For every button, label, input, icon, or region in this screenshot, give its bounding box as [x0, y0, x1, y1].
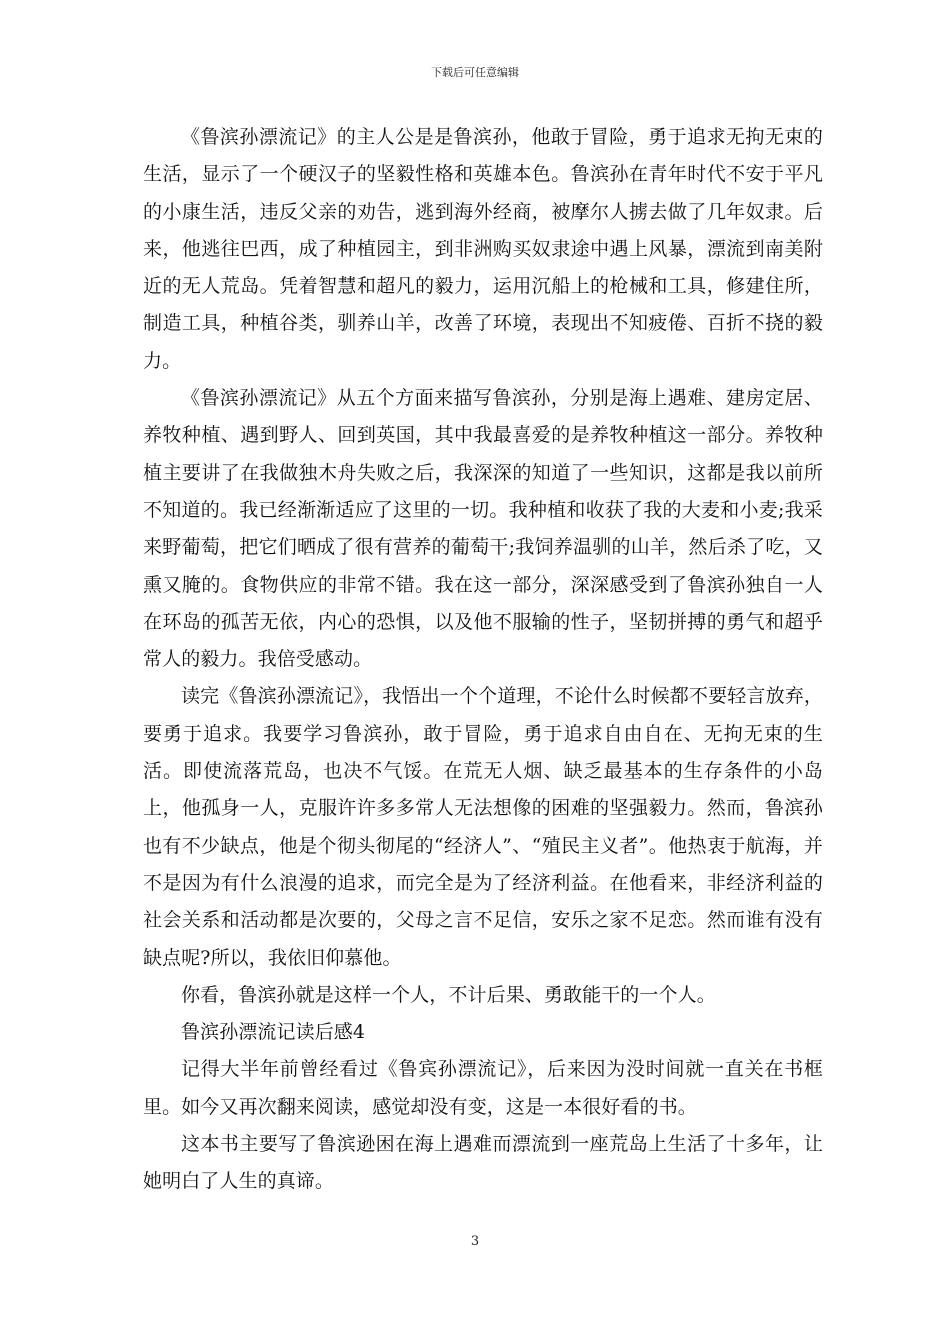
- paragraph-1: 《鲁滨孙漂流记》的主人公是是鲁滨孙，他敢于冒险，勇于追求无拘无束的生活，显示了一个硬汉子的坚毅性格和英雄本色。鲁滨孙在青年时代不安于平凡的小康生活，违反父亲的劝告，逃到海外经商，被摩尔人掳去做了几年奴隶。后来，他逃往巴西，成了种植园主，到非洲购买奴隶途中遇上风暴，漂流到南美附近的无人荒岛。凭着智慧和超凡的毅力，运用沉船上的枪械和工具，修建住所，制造工具，种植谷类，驯养山羊，改善了环境，表现出不知疲倦、百折不挠的毅力。: [143, 126, 823, 372]
- document-body: [143, 119, 823, 1201]
- paragraph-6: 这本书主要写了鲁滨逊困在海上遇难而漂流到一座荒岛上生活了十多年，让她明白了人生的真谛。: [143, 1133, 823, 1193]
- page-number: 3: [470, 1234, 480, 1249]
- paragraph-2: 《鲁滨孙漂流记》从五个方面来描写鲁滨孙，分别是海上遇难、建房定居、养牧种植、遇到野人、回到英国，其中我最喜爱的是养牧种植这一部分。养牧种植主要讲了在我做独木舟失败之后，我深深的知道了一些知识，这都是我以前所不知道的。我已经渐渐适应了这里的一切。我种植和收获了我的大麦和小麦;我采来野葡萄，把它们晒成了很有营养的葡萄干;我饲养温驯的山羊，然后杀了吃，又熏又腌的。食物供应的非常不错。我在这一部分，深深感受到了鲁滨孙独自一人在环岛的孤苦无依，内心的恐惧，以及他不服输的性子，坚韧拼搏的勇气和超乎常人的毅力。我倍受感动。: [143, 387, 823, 671]
- paragraph-5: 记得大半年前曾经看过《鲁宾孙漂流记》，后来因为没时间就一直关在书框里。如今又再次翻来阅读，感觉却没有变，这是一本很好看的书。: [143, 1058, 823, 1118]
- paragraph-4: 你看，鲁滨孙就是这样一个人，不计后果、勇敢能干的一个人。: [181, 983, 716, 1006]
- paragraph-3: 读完《鲁滨孙漂流记》，我悟出一个个道理，不论什么时候都不要轻言放弃，要勇于追求。我要学习鲁滨孙，敢于冒险，勇于追求自由自在、无拘无束的生活。即使流落荒岛，也决不气馁。在荒无人烟、缺乏最基本的生存条件的小岛上，他孤身一人，克服许许多多常人无法想像的困难的坚强毅力。然而，鲁滨孙也有不少缺点，他是个彻头彻尾的“经济人”、“殖民主义者”。他热衷于航海，并不是因为有什么浪漫的追求，而完全是为了经济利益。在他看来，非经济利益的社会关系和活动都是次要的，父母之言不足信，安乐之家不足恋。然而谁有没有缺点呢?所以，我依旧仰慕他。: [143, 685, 823, 969]
- page-header: 下载后可任意编辑: [431, 66, 519, 79]
- section-heading: 鲁滨孙漂流记读后感4: [181, 1021, 366, 1044]
